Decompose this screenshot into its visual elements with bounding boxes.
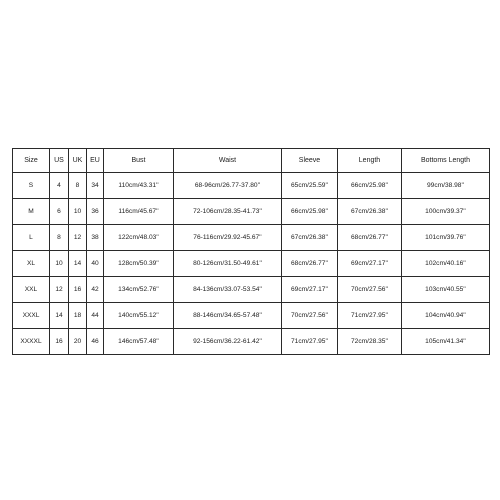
cell-us: 16 bbox=[50, 329, 69, 355]
cell-uk: 18 bbox=[69, 303, 87, 329]
header-size: Size bbox=[13, 149, 50, 173]
cell-bottoms-length: 104cm/40.94'' bbox=[402, 303, 490, 329]
cell-us: 8 bbox=[50, 225, 69, 251]
cell-size: XXL bbox=[13, 277, 50, 303]
cell-length: 69cm/27.17'' bbox=[338, 251, 402, 277]
cell-bottoms-length: 101cm/39.76'' bbox=[402, 225, 490, 251]
cell-bottoms-length: 100cm/39.37'' bbox=[402, 199, 490, 225]
cell-sleeve: 69cm/27.17'' bbox=[282, 277, 338, 303]
cell-sleeve: 70cm/27.56'' bbox=[282, 303, 338, 329]
header-eu: EU bbox=[87, 149, 104, 173]
table-row bbox=[13, 329, 490, 355]
cell-size: XXXXL bbox=[13, 329, 50, 355]
cell-us: 4 bbox=[50, 173, 69, 199]
cell-bottoms-length: 99cm/38.98'' bbox=[402, 173, 490, 199]
cell-uk: 8 bbox=[69, 173, 87, 199]
header-bottoms-length: Bottoms Length bbox=[402, 149, 490, 173]
cell-us: 6 bbox=[50, 199, 69, 225]
table-row bbox=[13, 251, 490, 277]
cell-length: 72cm/28.35'' bbox=[338, 329, 402, 355]
cell-sleeve: 65cm/25.59'' bbox=[282, 173, 338, 199]
table-row bbox=[13, 277, 490, 303]
cell-bust: 134cm/52.76'' bbox=[104, 277, 174, 303]
cell-eu: 44 bbox=[87, 303, 104, 329]
cell-sleeve: 68cm/26.77'' bbox=[282, 251, 338, 277]
cell-eu: 38 bbox=[87, 225, 104, 251]
header-waist: Waist bbox=[174, 149, 282, 173]
cell-eu: 42 bbox=[87, 277, 104, 303]
cell-length: 68cm/26.77'' bbox=[338, 225, 402, 251]
cell-size: XXXL bbox=[13, 303, 50, 329]
cell-us: 10 bbox=[50, 251, 69, 277]
cell-bottoms-length: 103cm/40.55'' bbox=[402, 277, 490, 303]
header-row bbox=[13, 149, 490, 173]
table-row bbox=[13, 199, 490, 225]
cell-waist: 76-116cm/29.92-45.67'' bbox=[174, 225, 282, 251]
cell-uk: 10 bbox=[69, 199, 87, 225]
cell-length: 71cm/27.95'' bbox=[338, 303, 402, 329]
cell-bust: 116cm/45.67'' bbox=[104, 199, 174, 225]
cell-sleeve: 66cm/25.98'' bbox=[282, 199, 338, 225]
cell-waist: 68-96cm/26.77-37.80'' bbox=[174, 173, 282, 199]
header-sleeve: Sleeve bbox=[282, 149, 338, 173]
table-row bbox=[13, 173, 490, 199]
cell-eu: 40 bbox=[87, 251, 104, 277]
cell-length: 67cm/26.38'' bbox=[338, 199, 402, 225]
cell-eu: 34 bbox=[87, 173, 104, 199]
cell-bust: 128cm/50.39'' bbox=[104, 251, 174, 277]
cell-waist: 72-106cm/28.35-41.73'' bbox=[174, 199, 282, 225]
cell-sleeve: 71cm/27.95'' bbox=[282, 329, 338, 355]
cell-uk: 12 bbox=[69, 225, 87, 251]
cell-bust: 110cm/43.31'' bbox=[104, 173, 174, 199]
cell-waist: 84-136cm/33.07-53.54'' bbox=[174, 277, 282, 303]
cell-length: 70cm/27.56'' bbox=[338, 277, 402, 303]
table-row bbox=[13, 225, 490, 251]
cell-sleeve: 67cm/26.38'' bbox=[282, 225, 338, 251]
cell-size: L bbox=[13, 225, 50, 251]
table-row bbox=[13, 303, 490, 329]
cell-waist: 80-126cm/31.50-49.61'' bbox=[174, 251, 282, 277]
cell-size: S bbox=[13, 173, 50, 199]
cell-bottoms-length: 105cm/41.34'' bbox=[402, 329, 490, 355]
cell-uk: 14 bbox=[69, 251, 87, 277]
cell-bust: 146cm/57.48'' bbox=[104, 329, 174, 355]
header-length: Length bbox=[338, 149, 402, 173]
cell-uk: 16 bbox=[69, 277, 87, 303]
header-us: US bbox=[50, 149, 69, 173]
cell-eu: 36 bbox=[87, 199, 104, 225]
cell-size: M bbox=[13, 199, 50, 225]
cell-length: 66cm/25.98'' bbox=[338, 173, 402, 199]
header-uk: UK bbox=[69, 149, 87, 173]
cell-us: 12 bbox=[50, 277, 69, 303]
cell-size: XL bbox=[13, 251, 50, 277]
cell-eu: 46 bbox=[87, 329, 104, 355]
cell-waist: 92-156cm/36.22-61.42'' bbox=[174, 329, 282, 355]
cell-bust: 122cm/48.03'' bbox=[104, 225, 174, 251]
cell-uk: 20 bbox=[69, 329, 87, 355]
header-bust: Bust bbox=[104, 149, 174, 173]
cell-bust: 140cm/55.12'' bbox=[104, 303, 174, 329]
cell-bottoms-length: 102cm/40.16'' bbox=[402, 251, 490, 277]
cell-waist: 88-146cm/34.65-57.48'' bbox=[174, 303, 282, 329]
cell-us: 14 bbox=[50, 303, 69, 329]
size-chart-table bbox=[12, 148, 490, 355]
